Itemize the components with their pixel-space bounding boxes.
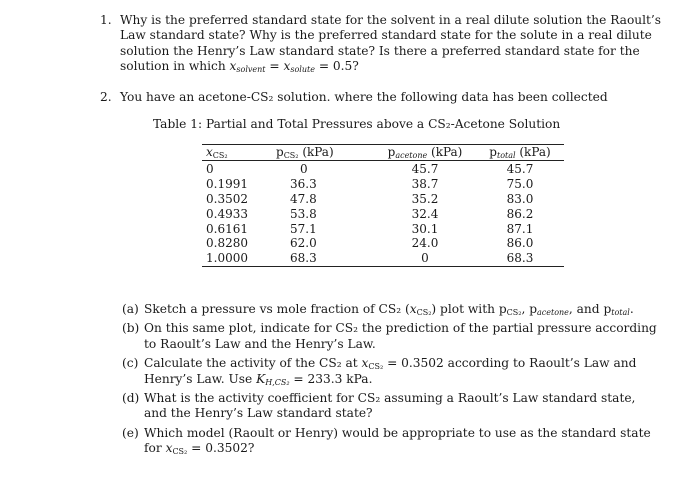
cell-p-acetone: 45.7: [411, 161, 439, 176]
cell-p-acetone: 24.0: [411, 236, 439, 251]
part-b-line-2: to Raoult’s Law and the Henry’s Law.: [144, 336, 376, 351]
cell-p-cs2: 53.8: [290, 206, 317, 221]
part-d-text: [144, 391, 636, 422]
question-2-line-1: You have an acetone-CS₂ solution. where the following data has been collected: [120, 90, 608, 104]
table-header-row: [202, 145, 564, 161]
cell-p-acetone: 0: [374, 251, 476, 266]
part-d: [122, 391, 636, 422]
part-c: [122, 356, 637, 387]
part-e-line-1: Which model (Raoult or Henry) would be appropriate to use as the standard state: [144, 425, 651, 440]
table-row: [202, 177, 564, 192]
part-a: [122, 302, 634, 317]
cell-p-total: 87.1: [506, 221, 534, 236]
part-b: [122, 321, 657, 352]
table-row: [202, 236, 564, 251]
part-d-label: (d): [122, 391, 140, 406]
cell-p-cs2: 68.3: [272, 251, 374, 266]
question-1-line-1: Why is the preferred standard state for the solvent in a real dilute solution the Raoult’s: [120, 13, 662, 27]
cell-p-acetone: 35.2: [411, 191, 439, 206]
question-1-line-4: [120, 59, 618, 74]
header-p-acetone: $p_{acetone}$ (kPa): [374, 145, 476, 161]
part-e-text: Which model (Raoult or Henry) would be appropriate to use as the standard state for $x_{CS_2} = 0.3502$?: [144, 425, 651, 457]
cell-x: 0.1991: [206, 176, 248, 191]
cell-x: 0: [206, 161, 214, 176]
table-row: [202, 160, 564, 176]
q1-line4-suffix: = 0.5?: [314, 59, 359, 74]
cell-p-cs2: 0: [300, 161, 308, 176]
cell-p-total: 86.2: [506, 206, 534, 221]
cell-x: 0.8280: [206, 236, 248, 251]
pressure-data-table: [202, 144, 564, 267]
cell-x: 1.0000: [202, 251, 272, 266]
cell-p-acetone: 38.7: [411, 176, 439, 191]
cell-p-acetone: 30.1: [411, 221, 439, 236]
part-b-label: (b): [122, 321, 140, 336]
part-a-text: Sketch a pressure vs mole fraction of CS₂ $(x_{CS_2})$ plot with $p_{CS_2}$, $p_{acetone}$, and $p_{total}$.: [144, 302, 634, 317]
part-d-line-1: What is the activity coefficient for CS₂ assuming a Raoult’s Law standard state,: [144, 391, 636, 406]
question-2-text: [120, 90, 620, 105]
part-e-label: (e): [122, 425, 139, 440]
header-p-cs2: $p_{CS_2}$ (kPa): [272, 145, 374, 161]
cell-p-cs2: 36.3: [290, 176, 317, 191]
table-row: [202, 192, 564, 207]
q1-sub-solute: solute: [290, 65, 315, 75]
cell-p-cs2: 62.0: [290, 236, 317, 251]
table-row: [202, 207, 564, 222]
table-row: [202, 222, 564, 237]
question-2-number: 2.: [100, 90, 112, 104]
cell-p-total: 68.3: [476, 251, 564, 266]
q1-var-x-solvent: x: [229, 59, 237, 74]
q1-sub-solvent: solvent: [236, 65, 266, 75]
part-a-label: (a): [122, 302, 139, 316]
cell-p-cs2: 57.1: [290, 221, 317, 236]
q1-line4-prefix: solution in which: [120, 59, 230, 74]
question-1-line-3: solution the Henry’s Law standard state? Is there a preferred standard state for the: [120, 43, 640, 58]
cell-x: 0.6161: [206, 221, 248, 236]
cell-p-total: 45.7: [506, 161, 534, 176]
part-b-line-1: On this same plot, indicate for CS₂ the prediction of the partial pressure according: [144, 321, 657, 336]
question-1-line-2: Law standard state? Why is the preferred standard state for the solute in a real dilute: [120, 28, 652, 43]
cell-p-total: 75.0: [506, 176, 534, 191]
cell-x: 0.3502: [206, 191, 248, 206]
table-row: [202, 251, 564, 266]
part-d-line-2: and the Henry’s Law standard state?: [144, 406, 373, 421]
table-caption: Table 1: Partial and Total Pressures above a CS₂-Acetone Solution: [153, 117, 561, 131]
part-c-label: (c): [122, 356, 139, 371]
part-b-text: [144, 321, 657, 352]
sub-questions: [122, 302, 657, 461]
part-e: [122, 425, 651, 457]
question-1-number: 1.: [100, 13, 112, 27]
cell-p-acetone: 32.4: [411, 206, 439, 221]
cell-p-total: 86.0: [506, 236, 534, 251]
cell-p-total: 83.0: [506, 191, 534, 206]
cell-p-cs2: 47.8: [290, 191, 317, 206]
q1-equals: =: [265, 59, 284, 74]
header-p-total: $p_{total}$ (kPa): [476, 145, 564, 161]
question-1-text: [120, 13, 662, 75]
cell-x: 0.4933: [206, 206, 248, 221]
header-x-cs2: $x_{CS_2}$: [202, 145, 272, 161]
part-c-text: Calculate the activity of the CS₂ at $x_{CS_2} = 0.3502$ according to Raoult’s Law and Henry’s Law. Use $K_{H,CS_2} = 233.3$ kPa.: [144, 356, 637, 387]
q1-var-x-solute: x: [283, 59, 291, 74]
